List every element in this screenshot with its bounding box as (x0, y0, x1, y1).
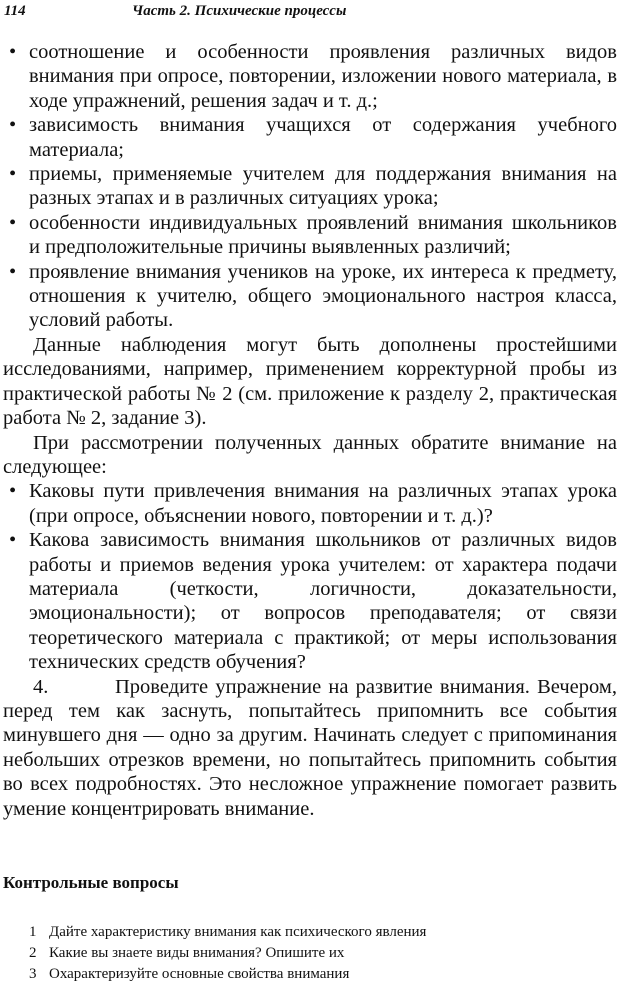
question-item (29, 964, 426, 985)
question-number: 3 (29, 966, 37, 982)
list-item (3, 40, 617, 113)
running-title: Часть 2. Психические процессы (132, 3, 347, 19)
list-item (3, 479, 617, 528)
observation-list (3, 40, 617, 333)
exercise-item (3, 675, 617, 821)
control-questions-list (29, 922, 426, 985)
bullet-icon: • (9, 260, 17, 283)
list-item-text: Какова зависимость внимания школьников от различных видов работы и приемов ведения урока учителем: от характера подачи материала (четкости, логичности, доказательности, эмоциональности); от вопросов преподавателя; от связи теоретического материала с практикой; от меры использования технических средств обучения? (29, 529, 617, 674)
question-item (29, 922, 426, 943)
list-item-text: проявление внимания учеников на уроке, их интереса к предмету, отношения к учителю, общего эмоционального настроя класса, условий работы. (29, 260, 617, 332)
list-item (3, 211, 617, 260)
question-text: Охарактеризуйте основные свойства внимания (49, 966, 350, 982)
bullet-icon: • (9, 114, 17, 137)
list-item (3, 113, 617, 162)
bullet-icon: • (9, 41, 17, 63)
question-number: 2 (29, 945, 37, 961)
question-number: 1 (29, 924, 37, 940)
paragraph-observations: Данные наблюдения могут быть дополнены простейшими исследованиями, например, применением корректурной пробы из практической работы № 2 (см. приложение к разделу 2, практическая работа № 2, задание 3). (3, 333, 617, 430)
question-text: Какие вы знаете виды внимания? Опишите их (49, 945, 345, 961)
paragraph-attention: При рассмотрении полученных данных обратите внимание на следующее: (3, 431, 617, 478)
list-item-text: соотношение и особенности проявления различных видов внимания при опросе, повторении, изложении нового материала, в ходе упражнений, решения задач и т. д.; (29, 41, 617, 112)
list-item (3, 528, 617, 674)
question-text: Дайте характеристику внимания как психического явления (49, 924, 427, 940)
question-item (29, 943, 426, 964)
questions-bullet-list (3, 479, 617, 674)
exercise-number: 4. (33, 675, 49, 698)
list-item-text: зависимость внимания учащихся от содержания учебного материала; (29, 114, 617, 161)
bullet-icon: • (9, 163, 17, 186)
list-item-text: Каковы пути привлечения внимания на различных этапах урока (при опросе, объяснении нового, повторении и т. д.)? (29, 480, 617, 527)
list-item-text: особенности индивидуальных проявлений внимания школьников и предположительные причины выявленных различий; (29, 211, 617, 259)
page-number: 114 (4, 3, 26, 19)
exercise-text: Проведите упражнение на развитие внимания. Вечером, перед тем как заснуть, попытайтесь припомнить все события минувшего дня — одно за другим. Начинать следует с припоминания небольших отрезков времени, но попытайтесь припомнить события во всех подробностях. Это несложное упражнение помогает развить умение концентрировать внимание. (3, 675, 617, 820)
section-title: Контрольные вопросы (3, 873, 179, 892)
bullet-icon: • (9, 211, 17, 234)
main-text (3, 40, 617, 821)
list-item-text: приемы, применяемые учителем для поддержания внимания на разных этапах и в различных ситуациях урока; (29, 163, 617, 210)
list-item (3, 260, 617, 333)
list-item (3, 162, 617, 211)
bullet-icon: • (9, 529, 17, 552)
page-header (4, 2, 616, 26)
bullet-icon: • (9, 480, 17, 503)
